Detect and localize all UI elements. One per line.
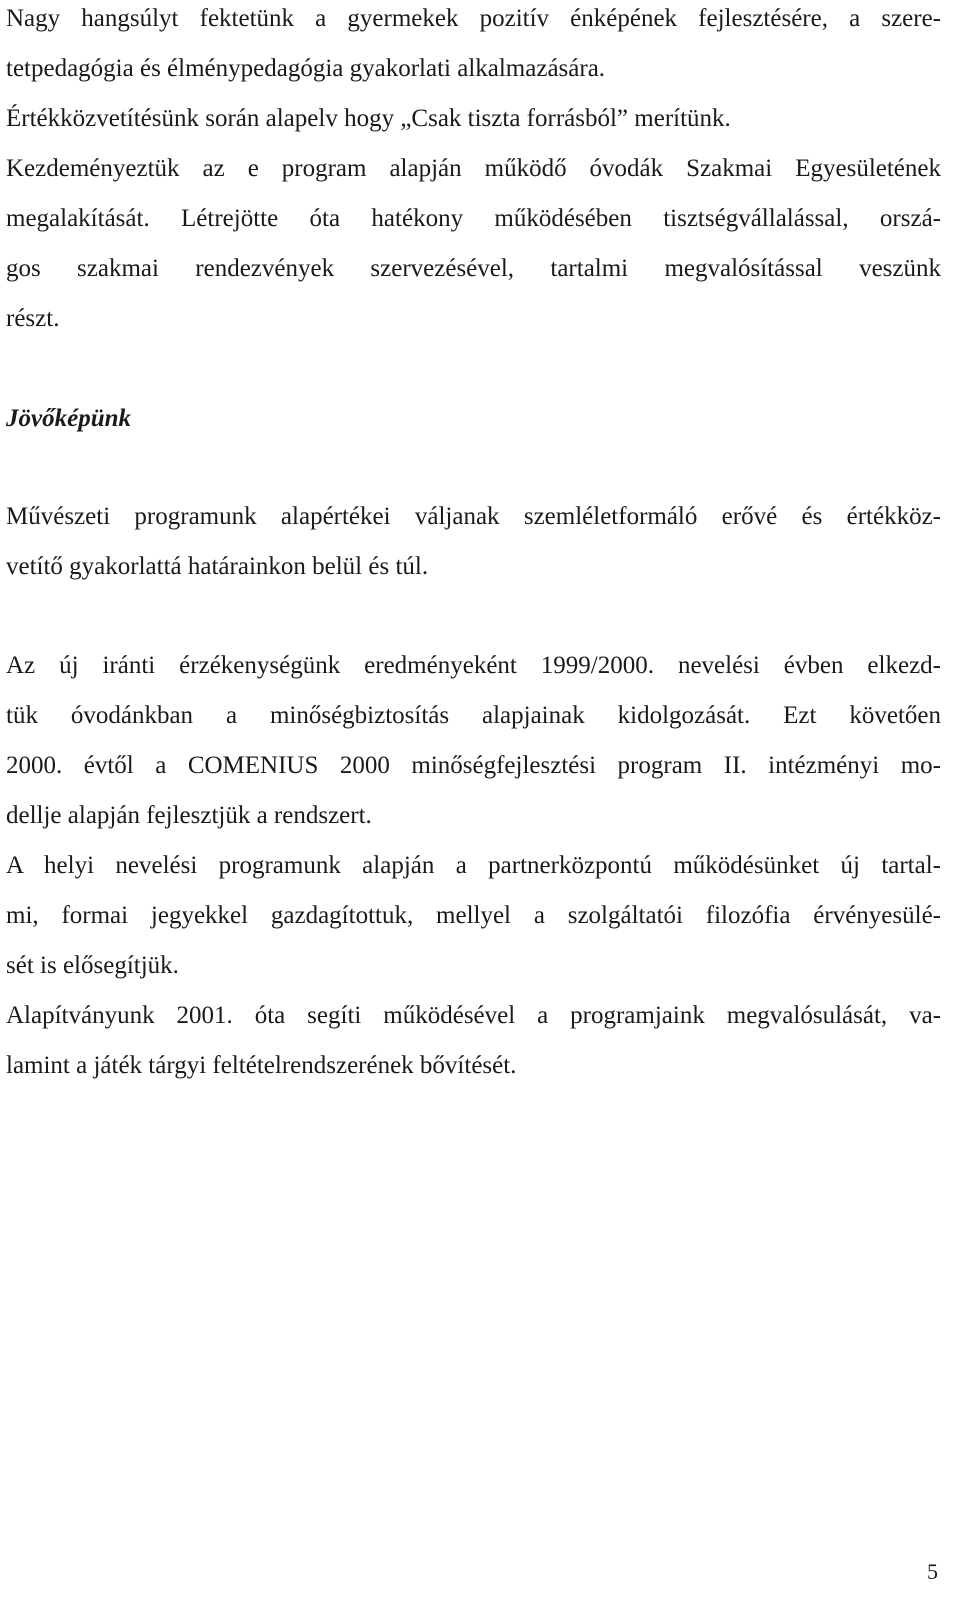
text-line: Kezdeményeztük az e program alapján működő óvodák Szakmai Egyesületének [6,155,941,182]
page-number: 5 [927,1559,938,1584]
vision-paragraph [6,495,941,595]
text-line: tük óvodánkban a minőségbiztosítás alapjainak kidolgozását. Ezt követően [6,702,941,729]
text-line: Nagy hangsúlyt fektetünk a gyermekek pozitív énképének fejlesztésére, a szere- [6,5,941,32]
text-line: dellje alapján fejlesztjük a rendszert. [6,802,372,829]
text-line: sét is elősegítjük. [6,952,179,979]
text-line: Értékközvetítésünk során alapelv hogy „Csak tiszta forrásból” merítünk. [6,105,731,132]
text-line: Művészeti programunk alapértékei váljanak szemléletformáló erővé és értékköz- [6,503,941,530]
text-line: vetítő gyakorlattá határainkon belül és túl. [6,553,429,580]
quality-paragraph [6,644,941,1094]
text-line: megalakítását. Létrejötte óta hatékony működésében tisztségvállalással, orszá- [6,205,941,232]
text-line: Alapítványunk 2001. óta segíti működésével a programjaink megvalósulását, va- [6,1002,941,1029]
text-line: gos szakmai rendezvények szervezésével, tartalmi megvalósítással veszünk [6,255,941,282]
text-line: tetpedagógia és élménypedagógia gyakorlati alkalmazására. [6,55,606,82]
intro-paragraph [6,0,941,347]
text-line: részt. [6,305,60,332]
text-line: A helyi nevelési programunk alapján a partnerközpontú működésünket új tartal- [6,852,941,879]
text-line: Az új iránti érzékenységünk eredményeként 1999/2000. nevelési évben elkezd- [6,652,941,679]
section-heading: Jövőképünk [6,405,131,432]
text-line: lamint a játék tárgyi feltételrendszerének bővítését. [6,1052,517,1079]
text-line: 2000. évtől a COMENIUS 2000 minőségfejlesztési program II. intézményi mo- [6,752,941,779]
text-line: mi, formai jegyekkel gazdagítottuk, mellyel a szolgáltatói filozófia érvényesülé- [6,902,941,929]
